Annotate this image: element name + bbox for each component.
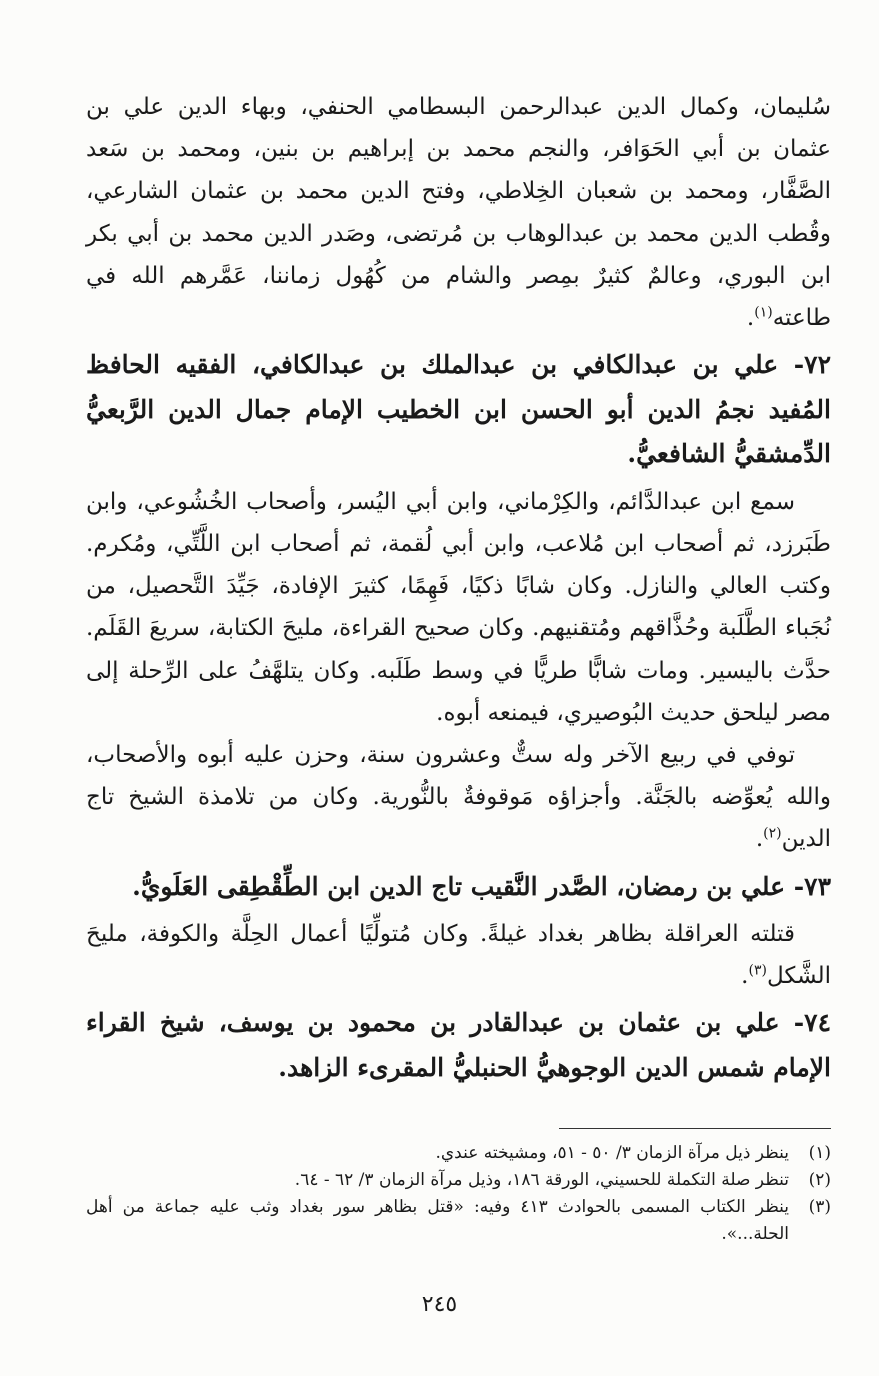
footnote-text: ينظر الكتاب المسمى بالحوادث ٤١٣ وفيه: «قتل بظاهر سور بغداد وثب عليه جماعة من أهل الحلة...». [86,1197,789,1244]
footnote-number: (٢) [808,1170,831,1190]
paragraph-text: سُليمان، وكمال الدين عبدالرحمن البسطامي الحنفي، وبهاء الدين علي بن عثمان بن أبي الحَوَافر، والنجم محمد بن إبراهيم بن بنين، ومحمد بن سَعد الصَّفَّار، ومحمد بن شعبان الخِلاطي، وفتح الدين محمد بن عثمان الشارعي، وقُطب الدين محمد بن عبدالوهاب بن مُرتضى، وصَدر الدين محمد بن أبي بكر ابن البوري، وعالمٌ كثيرٌ بمِصر والشام من كُهُول زماننا، عَمَّرهم الله في طاعته [86,94,831,332]
footnote-ref-3: (٣) [748,962,767,979]
entry-heading-72: ٧٢- علي بن عبدالكافي بن عبدالملك بن عبدالكافي، الفقيه الحافظ المُفيد نجمُ الدين أبو الحسن ابن الخطيب الإمام جمال الدين الرَّبعيُّ الدِّمشقيُّ الشافعيُّ. [86,350,831,469]
entry-heading-73: ٧٣- علي بن رمضان، الصَّدر النَّقيب تاج الدين ابن الطِّقْطِقى العَلَويُّ. [132,871,831,901]
footnote-ref-1: (١) [754,304,773,321]
footnote-ref-2: (٢) [763,825,782,842]
main-text [86,86,831,1094]
paragraph-72-body: سمع ابن عبدالدَّائم، والكِرْماني، وابن أبي اليُسر، وأصحاب الخُشُوعي، وابن طَبَرزد، ثم أصحاب ابن مُلاعب، وابن أبي لُقمة، ثم أصحاب ابن اللَّتِّي، ومُكرم. وكتب العالي والنازل. وكان شابًا ذكيًا، فَهِمًا، كثيرَ الإفادة، جَيِّدَ التَّحصيل، من نُجَباء الطَّلَبة وحُذَّاقهم ومُتقنيهم. وكان صحيح القراءة، مليحَ الكتابة، سريعَ القَلَم. حدَّث باليسير. ومات شابًّا طريًّا في وسط طَلَبه. وكان يتلهَّفُ على الرِّحلة إلى مصر ليلحق حديث البُوصيري، فيمنعه أبوه. [86,488,831,726]
paragraph-end: . [755,826,764,853]
paragraph-text: قتلته العراقلة بظاهر بغداد غيلةً. وكان مُتولِّيًا أعمال الحِلَّة والكوفة، مليحَ الشَّكل [86,921,831,990]
paragraph-end: . [741,963,749,990]
paragraph-continuation [86,86,831,339]
footnote-3 [86,1194,831,1248]
paragraph-text: توفي في ربيع الآخر وله ستٌّ وعشرون سنة، وحزن عليه أبوه والأصحاب، والله يُعوِّضه بالجَنَّة. وأجزاؤه مَوقوفةٌ بالنُّورية. وكان من تلامذة الشيخ تاج الدين [86,741,831,853]
footnote-text: ينظر ذيل مرآة الزمان ٣/ ٥٠ - ٥١، ومشيخته عندي. [435,1143,789,1163]
entry-heading-74: ٧٤- علي بن عثمان بن عبدالقادر بن محمود بن يوسف، شيخ القراء الإمام شمس الدين الوجوهيُّ الحنبليُّ المقرىء الزاهد. [86,1008,831,1082]
footnote-number: (٣) [808,1197,831,1217]
footnote-2 [86,1167,831,1194]
footnote-divider [559,1128,831,1129]
footnotes [86,1140,831,1248]
page-number: ٢٤٥ [421,1292,458,1317]
paragraph-end: . [746,305,755,332]
paragraph-73-body [86,913,831,997]
footnote-1 [86,1140,831,1167]
footnote-text: تنظر صلة التكملة للحسيني، الورقة ١٨٦، وذيل مرآة الزمان ٣/ ٦٢ - ٦٤. [294,1170,789,1190]
footnote-number: (١) [808,1143,831,1163]
paragraph-72-death [86,734,831,861]
